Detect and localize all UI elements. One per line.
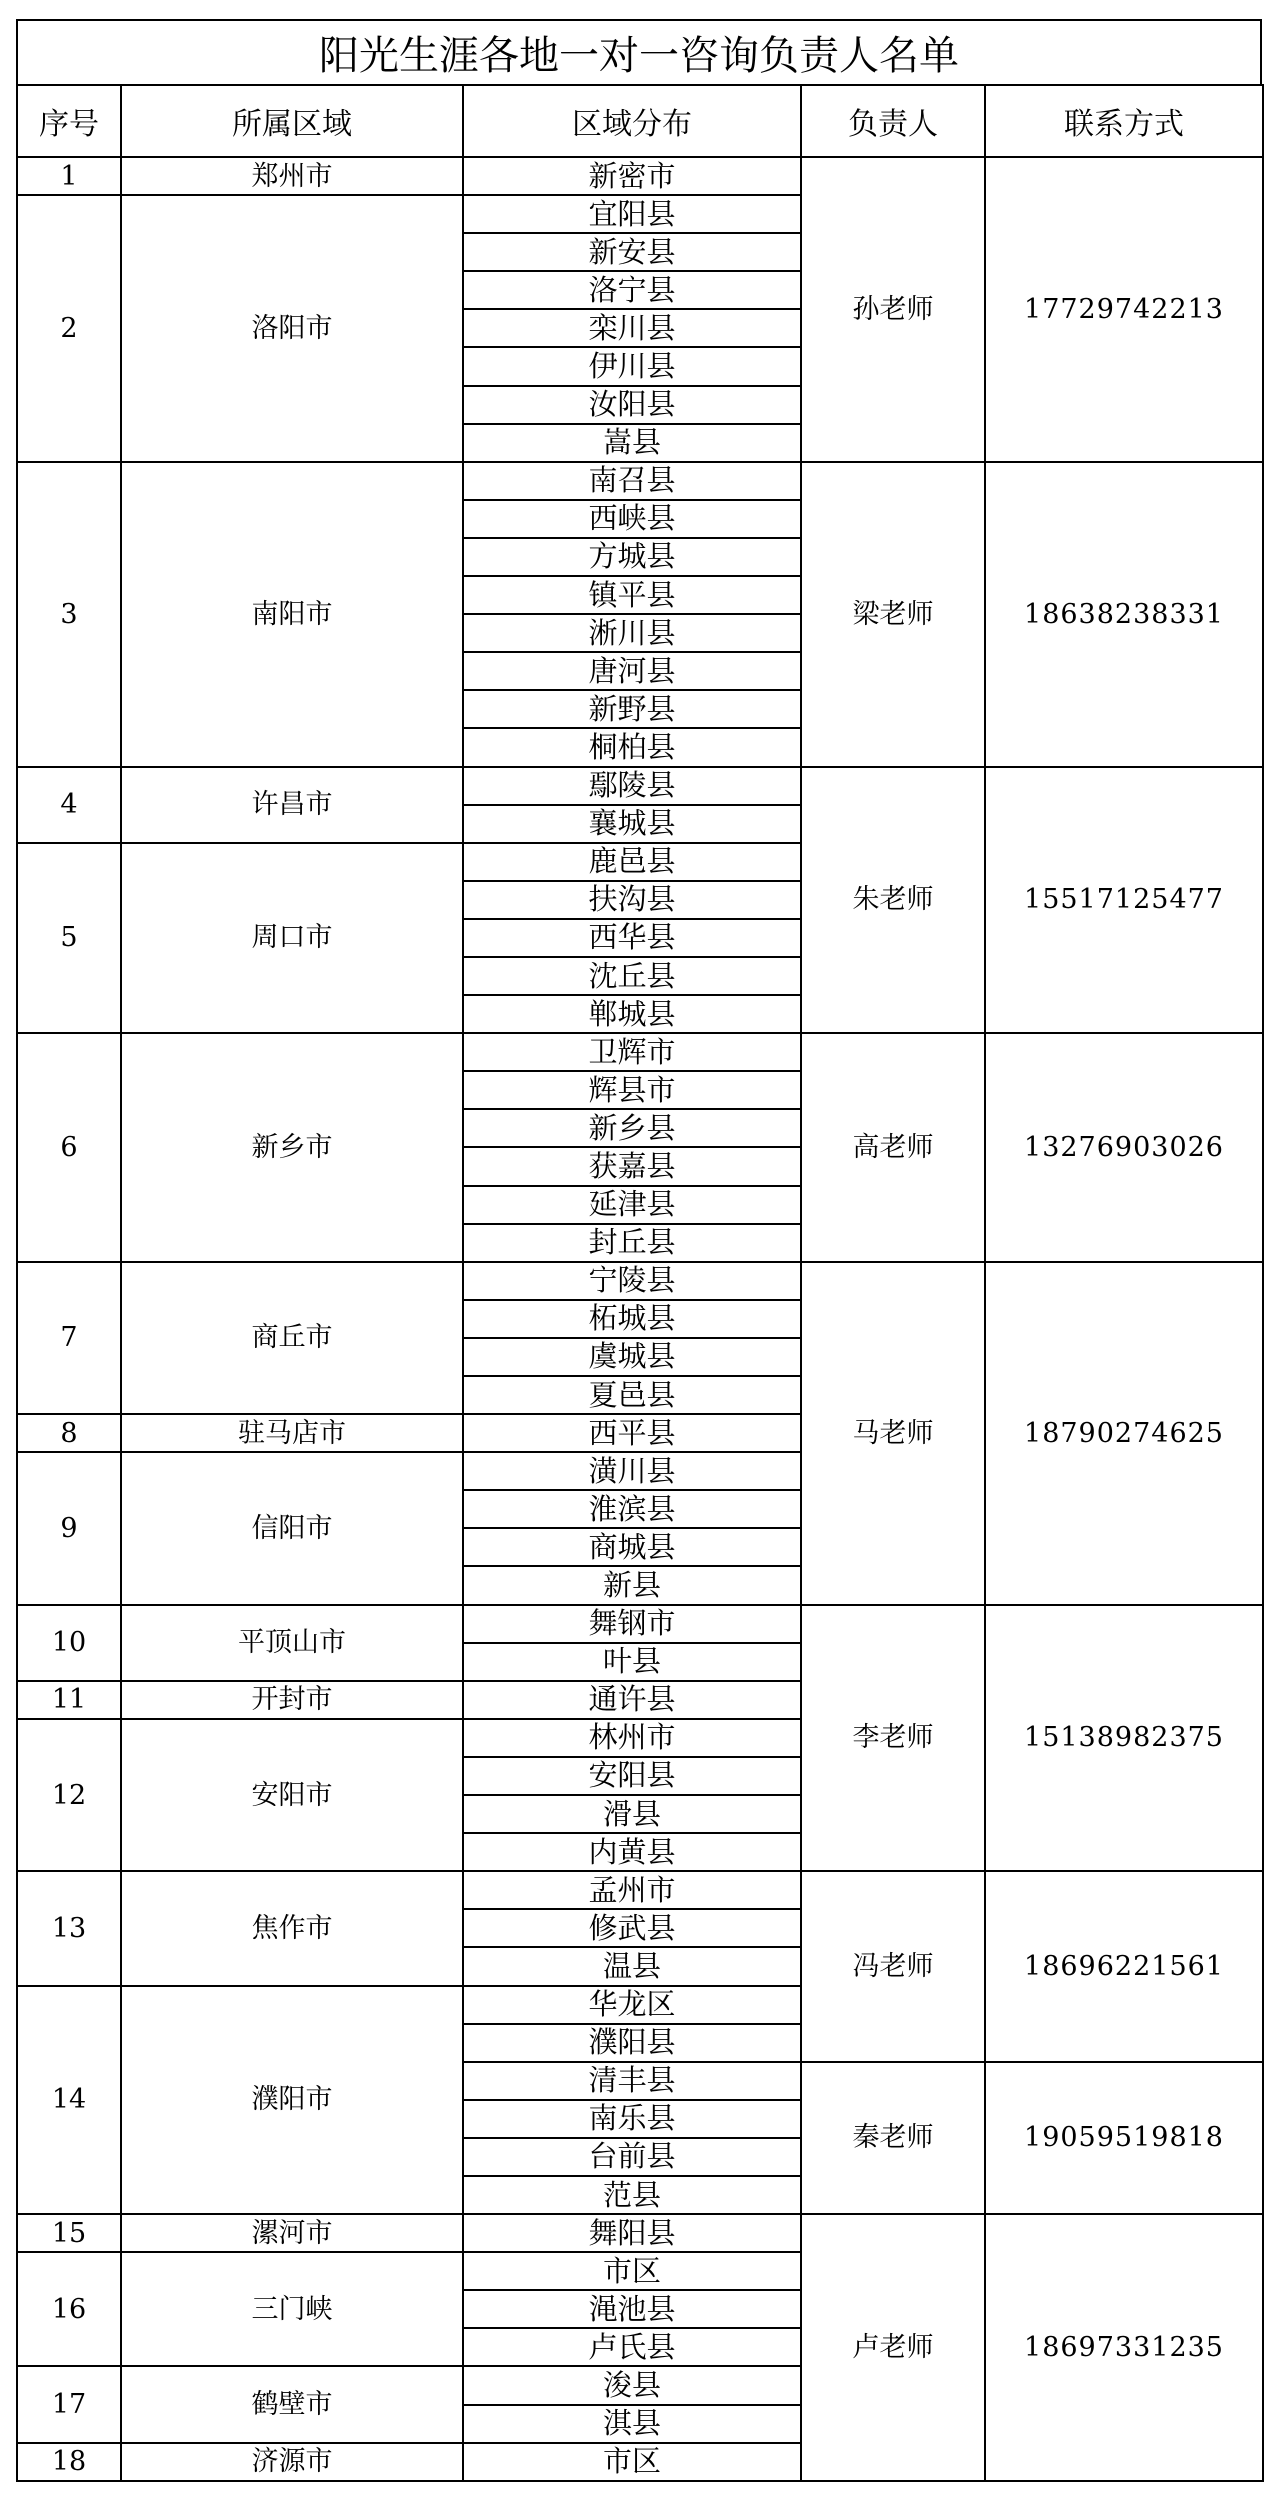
- district-cell: 淅川县: [463, 614, 801, 652]
- district-cell: 温县: [463, 1947, 801, 1985]
- district-cell: 方城县: [463, 538, 801, 576]
- district-cell: 封丘县: [463, 1224, 801, 1262]
- seq-cell: 6: [17, 1033, 121, 1262]
- district-cell: 新野县: [463, 690, 801, 728]
- seq-cell: 17: [17, 2366, 121, 2442]
- seq-cell: 16: [17, 2252, 121, 2366]
- table-row: [17, 1262, 1263, 1300]
- district-cell: 滑县: [463, 1795, 801, 1833]
- seq-cell: 5: [17, 843, 121, 1033]
- district-cell: 汝阳县: [463, 386, 801, 424]
- area-cell: 三门峡: [121, 2252, 463, 2366]
- roster-sheet: [16, 19, 1262, 2482]
- contact-phone-cell: 15517125477: [985, 767, 1263, 1034]
- district-cell: 栾川县: [463, 309, 801, 347]
- table-row: [17, 767, 1263, 805]
- district-cell: 桐柏县: [463, 728, 801, 766]
- district-cell: 淮滨县: [463, 1490, 801, 1528]
- table-row: [17, 1605, 1263, 1643]
- district-cell: 虞城县: [463, 1338, 801, 1376]
- district-cell: 襄城县: [463, 805, 801, 843]
- area-cell: 南阳市: [121, 462, 463, 767]
- district-cell: 舞阳县: [463, 2214, 801, 2252]
- district-cell: 清丰县: [463, 2062, 801, 2100]
- district-cell: 镇平县: [463, 576, 801, 614]
- area-cell: 商丘市: [121, 1262, 463, 1414]
- district-cell: 西平县: [463, 1414, 801, 1452]
- district-cell: 林州市: [463, 1719, 801, 1757]
- area-cell: 洛阳市: [121, 195, 463, 462]
- header-seq: 序号: [17, 85, 121, 157]
- contact-phone-cell: 18638238331: [985, 462, 1263, 767]
- contact-phone-cell: 13276903026: [985, 1033, 1263, 1262]
- area-cell: 信阳市: [121, 1452, 463, 1604]
- contact-name-cell: 马老师: [801, 1262, 985, 1605]
- contact-phone-cell: 17729742213: [985, 157, 1263, 462]
- contact-phone-cell: 19059519818: [985, 2062, 1263, 2214]
- seq-cell: 8: [17, 1414, 121, 1452]
- table-row: [17, 157, 1263, 195]
- district-cell: 市区: [463, 2443, 801, 2481]
- district-cell: 新乡县: [463, 1109, 801, 1147]
- seq-cell: 12: [17, 1719, 121, 1871]
- district-cell: 舞钢市: [463, 1605, 801, 1643]
- area-cell: 新乡市: [121, 1033, 463, 1262]
- contact-name-cell: 朱老师: [801, 767, 985, 1034]
- district-cell: 安阳县: [463, 1757, 801, 1795]
- district-cell: 南乐县: [463, 2100, 801, 2138]
- area-cell: 濮阳市: [121, 1986, 463, 2215]
- table-row: [17, 1871, 1263, 1909]
- seq-cell: 2: [17, 195, 121, 462]
- contact-name-cell: 李老师: [801, 1605, 985, 1872]
- header-area: 所属区域: [121, 85, 463, 157]
- district-cell: 华龙区: [463, 1986, 801, 2024]
- district-cell: 市区: [463, 2252, 801, 2290]
- district-cell: 鄢陵县: [463, 767, 801, 805]
- area-cell: 开封市: [121, 1681, 463, 1719]
- seq-cell: 4: [17, 767, 121, 843]
- area-cell: 鹤壁市: [121, 2366, 463, 2442]
- contact-name-cell: 卢老师: [801, 2214, 985, 2481]
- district-cell: 延津县: [463, 1186, 801, 1224]
- district-cell: 潢川县: [463, 1452, 801, 1490]
- area-cell: 安阳市: [121, 1719, 463, 1871]
- seq-cell: 9: [17, 1452, 121, 1604]
- district-cell: 商城县: [463, 1528, 801, 1566]
- district-cell: 内黄县: [463, 1833, 801, 1871]
- area-cell: 漯河市: [121, 2214, 463, 2252]
- district-cell: 新密市: [463, 157, 801, 195]
- seq-cell: 1: [17, 157, 121, 195]
- area-cell: 郑州市: [121, 157, 463, 195]
- contact-phone-cell: 18790274625: [985, 1262, 1263, 1605]
- district-cell: 沈丘县: [463, 957, 801, 995]
- area-cell: 许昌市: [121, 767, 463, 843]
- district-cell: 郸城县: [463, 995, 801, 1033]
- district-cell: 修武县: [463, 1909, 801, 1947]
- district-cell: 卢氏县: [463, 2328, 801, 2366]
- seq-cell: 3: [17, 462, 121, 767]
- district-cell: 孟州市: [463, 1871, 801, 1909]
- area-cell: 济源市: [121, 2443, 463, 2481]
- district-cell: 辉县市: [463, 1071, 801, 1109]
- district-cell: 濮阳县: [463, 2024, 801, 2062]
- area-cell: 周口市: [121, 843, 463, 1033]
- sheet-title: 阳光生涯各地一对一咨询负责人名单: [16, 19, 1262, 86]
- seq-cell: 14: [17, 1986, 121, 2215]
- district-cell: 新安县: [463, 233, 801, 271]
- district-cell: 嵩县: [463, 424, 801, 462]
- contact-name-cell: 秦老师: [801, 2062, 985, 2214]
- area-cell: 驻马店市: [121, 1414, 463, 1452]
- district-cell: 获嘉县: [463, 1147, 801, 1185]
- seq-cell: 15: [17, 2214, 121, 2252]
- district-cell: 洛宁县: [463, 271, 801, 309]
- table-row: [17, 2214, 1263, 2252]
- contact-phone-cell: 18697331235: [985, 2214, 1263, 2481]
- district-cell: 叶县: [463, 1643, 801, 1681]
- header-phone: 联系方式: [985, 85, 1263, 157]
- contact-name-cell: 孙老师: [801, 157, 985, 462]
- district-cell: 宜阳县: [463, 195, 801, 233]
- district-cell: 宁陵县: [463, 1262, 801, 1300]
- district-cell: 通许县: [463, 1681, 801, 1719]
- header-districts: 区域分布: [463, 85, 801, 157]
- district-cell: 渑池县: [463, 2290, 801, 2328]
- table-row: [17, 1033, 1263, 1071]
- district-cell: 南召县: [463, 462, 801, 500]
- district-cell: 扶沟县: [463, 881, 801, 919]
- district-cell: 夏邑县: [463, 1376, 801, 1414]
- seq-cell: 18: [17, 2443, 121, 2481]
- roster-table: [16, 84, 1264, 2482]
- area-cell: 焦作市: [121, 1871, 463, 1985]
- district-cell: 唐河县: [463, 652, 801, 690]
- seq-cell: 7: [17, 1262, 121, 1414]
- contact-name-cell: 梁老师: [801, 462, 985, 767]
- table-row: [17, 462, 1263, 500]
- contact-name-cell: 冯老师: [801, 1871, 985, 2061]
- contact-name-cell: 高老师: [801, 1033, 985, 1262]
- district-cell: 伊川县: [463, 347, 801, 385]
- district-cell: 西峡县: [463, 500, 801, 538]
- seq-cell: 11: [17, 1681, 121, 1719]
- district-cell: 新县: [463, 1566, 801, 1604]
- roster-body: [17, 157, 1263, 2481]
- contact-phone-cell: 15138982375: [985, 1605, 1263, 1872]
- contact-phone-cell: 18696221561: [985, 1871, 1263, 2061]
- district-cell: 柘城县: [463, 1300, 801, 1338]
- district-cell: 台前县: [463, 2138, 801, 2176]
- header-contact: 负责人: [801, 85, 985, 157]
- district-cell: 卫辉市: [463, 1033, 801, 1071]
- district-cell: 鹿邑县: [463, 843, 801, 881]
- district-cell: 浚县: [463, 2366, 801, 2404]
- seq-cell: 10: [17, 1605, 121, 1681]
- header-row: [17, 85, 1263, 157]
- district-cell: 范县: [463, 2176, 801, 2214]
- seq-cell: 13: [17, 1871, 121, 1985]
- district-cell: 淇县: [463, 2405, 801, 2443]
- district-cell: 西华县: [463, 919, 801, 957]
- area-cell: 平顶山市: [121, 1605, 463, 1681]
